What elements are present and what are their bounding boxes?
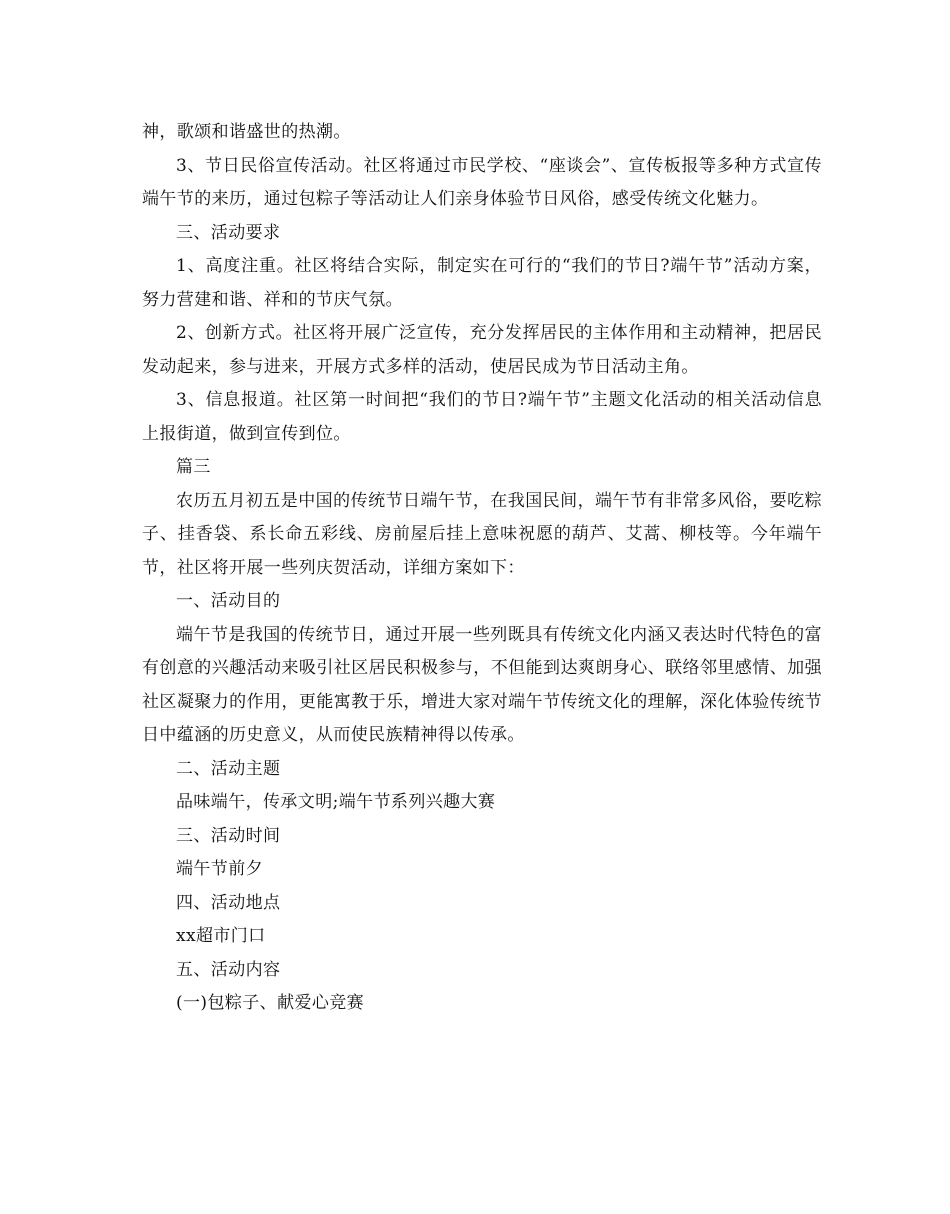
section-heading-part-three: 篇三 <box>176 457 211 477</box>
paragraph-17: (一)包粽子、献爱心竞赛 <box>176 993 365 1013</box>
paragraph-7: 农历五月初五是中国的传统节日端午节，在我国民间，端午节有非常多风俗，要吃粽子、挂香袋、系长命五彩线、房前屋后挂上意味祝愿的葫芦、艾蒿、柳枝等。今年端午节，社区将开展一些列庆贺活动，详细方案如下： <box>142 490 822 578</box>
document-body <box>142 116 822 1021</box>
section-heading-location: 四、活动地点 <box>176 892 281 913</box>
paragraph-3: 1、高度注重。社区将结合实际，制定实在可行的“我们的节日?端午节”活动方案，努力营建和谐、祥和的节庆气氛。 <box>142 256 822 310</box>
paragraph-5: 3、信息报道。社区第一时间把“我们的节日?端午节”主题文化活动的相关活动信息上报街道，做到宣传到位。 <box>142 390 822 444</box>
paragraph-15: xx超市门口 <box>176 926 266 946</box>
paragraph-0: 神，歌颂和谐盛世的热潮。 <box>142 122 351 142</box>
paragraph-13: 端午节前夕 <box>176 859 263 879</box>
paragraph-11: 品味端午，传承文明;端午节系列兴趣大赛 <box>176 792 496 812</box>
section-heading-theme: 二、活动主题 <box>176 758 281 779</box>
section-heading-requirements: 三、活动要求 <box>176 222 281 243</box>
section-heading-content: 五、活动内容 <box>176 959 281 980</box>
section-heading-time: 三、活动时间 <box>176 825 281 846</box>
paragraph-1: 3、节日民俗宣传活动。社区将通过市民学校、“座谈会”、宣传板报等多种方式宣传端午节的来历，通过包粽子等活动让人们亲身体验节日风俗，感受传统文化魅力。 <box>142 155 822 209</box>
paragraph-4: 2、创新方式。社区将开展广泛宣传，充分发挥居民的主体作用和主动精神，把居民发动起来，参与进来，开展方式多样的活动，使居民成为节日活动主角。 <box>142 323 822 377</box>
paragraph-9: 端午节是我国的传统节日，通过开展一些列既具有传统文化内涵又表达时代特色的富有创意的兴趣活动来吸引社区居民积极参与，不但能到达爽朗身心、联络邻里感情、加强社区凝聚力的作用，更能寓教于乐，增进大家对端午节传统文化的理解，深化体验传统节日中蕴涵的历史意义，从而使民族精神得以传承。 <box>142 624 822 745</box>
section-heading-purpose: 一、活动目的 <box>176 591 281 611</box>
